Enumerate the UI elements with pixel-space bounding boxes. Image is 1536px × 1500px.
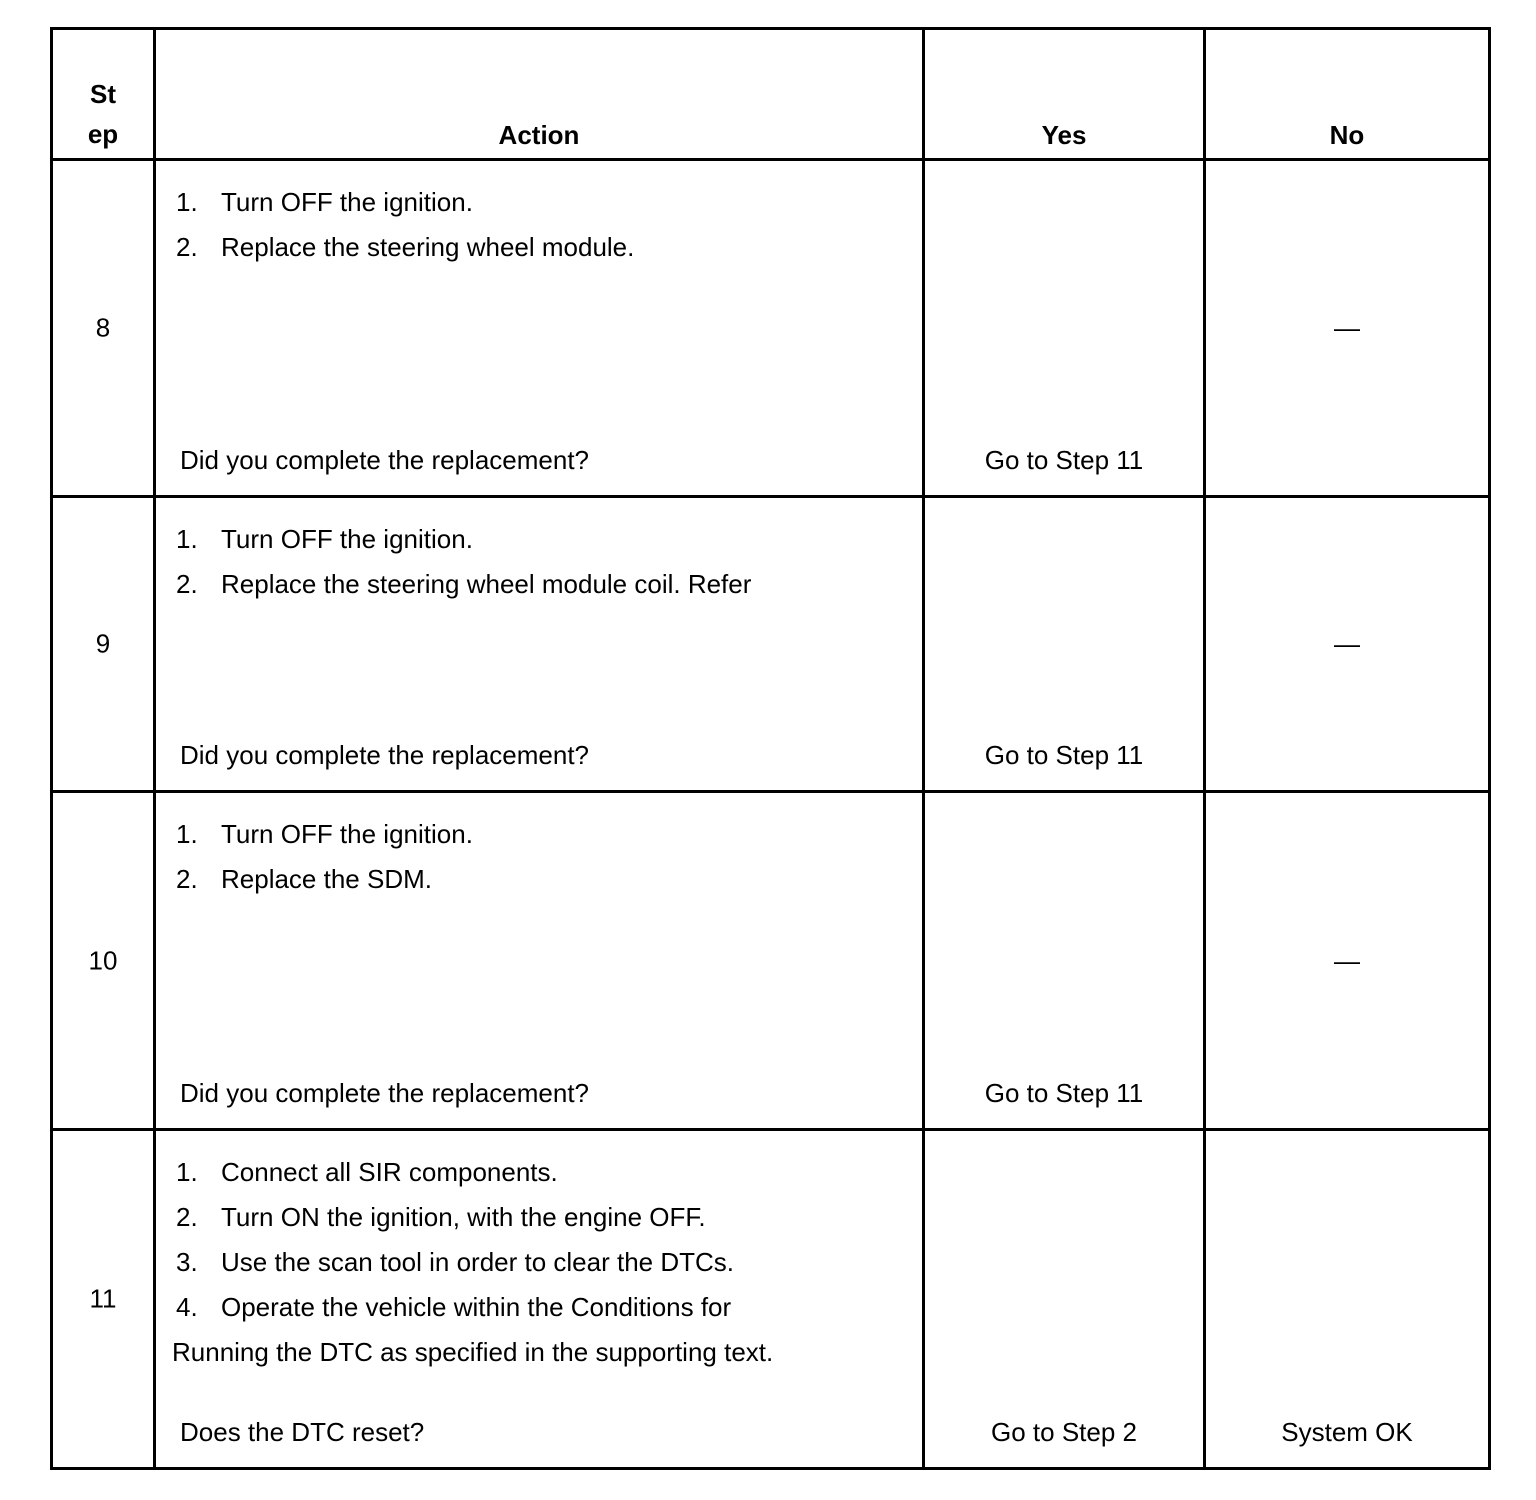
table-row xyxy=(52,160,1490,497)
action-item: 1. Turn OFF the ignition. xyxy=(176,524,473,554)
header-no: No xyxy=(1205,29,1490,160)
yes-cell xyxy=(924,160,1205,497)
action-list xyxy=(156,793,922,902)
header-action: Action xyxy=(155,29,924,160)
action-item: 2. Replace the SDM. xyxy=(176,864,432,894)
action-item: 4. Operate the vehicle within the Conditions for xyxy=(176,1292,732,1322)
action-cell xyxy=(155,792,924,1130)
action-list xyxy=(156,161,922,270)
yes-result: Go to Step 11 xyxy=(984,1078,1144,1108)
step-number: 9 xyxy=(95,628,111,659)
action-item: 1. Connect all SIR components. xyxy=(176,1157,558,1187)
document-page xyxy=(50,27,1488,1473)
action-cell xyxy=(155,160,924,497)
table-row xyxy=(52,792,1490,1130)
yes-result: Go to Step 11 xyxy=(984,740,1144,770)
header-step xyxy=(52,29,155,160)
action-item: 3. Use the scan tool in order to clear the DTCs. xyxy=(176,1247,735,1277)
header-yes: Yes xyxy=(924,29,1205,160)
step-cell xyxy=(52,497,155,792)
action-question: Did you complete the replacement? xyxy=(180,1078,590,1108)
yes-cell xyxy=(924,1130,1205,1469)
diagnostic-steps-table xyxy=(50,27,1491,1470)
no-result: — xyxy=(1334,628,1360,659)
no-cell xyxy=(1205,497,1490,792)
action-list xyxy=(156,1131,922,1330)
step-cell xyxy=(52,160,155,497)
action-question: Did you complete the replacement? xyxy=(180,740,590,770)
action-cell xyxy=(155,1130,924,1469)
action-list xyxy=(156,498,922,607)
yes-result: Go to Step 2 xyxy=(991,1417,1137,1447)
action-continuation: Running the DTC as specified in the supporting text. xyxy=(172,1337,774,1367)
table-row xyxy=(52,497,1490,792)
header-step-line-2: ep xyxy=(87,119,119,149)
action-item: 2. Turn ON the ignition, with the engine OFF. xyxy=(176,1202,706,1232)
yes-result: Go to Step 11 xyxy=(984,445,1144,475)
table-header-row xyxy=(52,29,1490,160)
action-item: 1. Turn OFF the ignition. xyxy=(176,187,473,217)
step-number: 8 xyxy=(95,312,111,343)
action-cell xyxy=(155,497,924,792)
no-cell xyxy=(1205,1130,1490,1469)
step-cell xyxy=(52,1130,155,1469)
action-question: Did you complete the replacement? xyxy=(180,445,590,475)
action-item: 2. Replace the steering wheel module. xyxy=(176,232,635,262)
yes-cell xyxy=(924,497,1205,792)
step-number: 11 xyxy=(89,1283,117,1314)
no-result: System OK xyxy=(1281,1417,1413,1447)
no-cell xyxy=(1205,792,1490,1130)
table-row xyxy=(52,1130,1490,1469)
step-number: 10 xyxy=(88,945,118,975)
no-result: — xyxy=(1334,312,1360,343)
action-item: 2. Replace the steering wheel module coil. Refer xyxy=(176,569,752,599)
action-item: 1. Turn OFF the ignition. xyxy=(176,819,473,849)
no-cell xyxy=(1205,160,1490,497)
action-question: Does the DTC reset? xyxy=(180,1417,425,1447)
no-result: — xyxy=(1334,945,1360,975)
header-step-line-1: St xyxy=(90,79,116,109)
step-cell xyxy=(52,792,155,1130)
yes-cell xyxy=(924,792,1205,1130)
